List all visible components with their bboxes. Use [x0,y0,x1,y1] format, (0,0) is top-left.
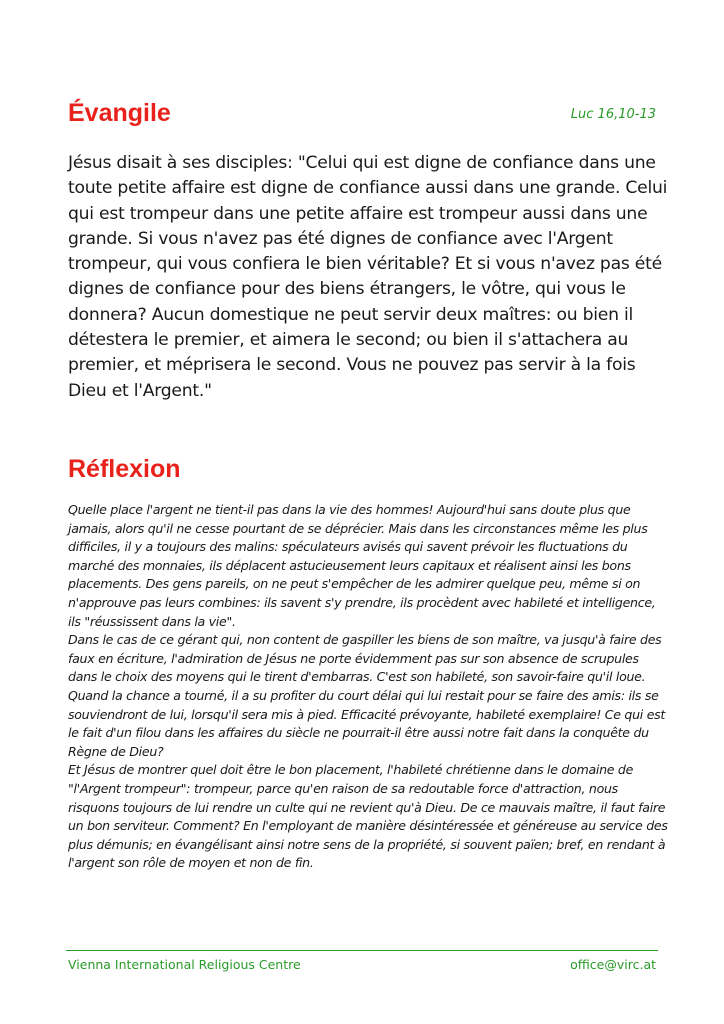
reflexion-paragraph: Quelle place l'argent ne tient-il pas dans la vie des hommes! Aujourd'hui sans doute plus que jamais, alors qu'il ne cesse pourtant de se déprécier. Mais dans les circonstances même les plus difficiles, il y a toujours des malins: spéculateurs avisés qui savent prévoir les fluctuations du marché des monnaies, ils déplacent astucieusement leurs capitaux et réalisent ainsi les bons placements. Des gens pareils, on ne peut s'empêcher de les admirer quelque peu, même si on n'approuve pas leurs combines: ils savent s'y prendre, ils procèdent avec habileté et intelligence, ils "réussissent dans la vie". [68,502,656,629]
footer-email: office@virc.at [570,957,656,972]
reflexion-heading: Réflexion [68,455,181,483]
reflexion-paragraph: Dans le cas de ce gérant qui, non content de gaspiller les biens de son maître, va jusqu'à faire des faux en écriture, l'admiration de Jésus ne porte évidemment pas sur son absence de scrupules dans le choix des moyens qui le tirent d'embarras. C'est son habileté, son savoir-faire qu'il loue. Quand la chance a tourné, il a su profiter du court délai qui lui restait pour se faire des amis: ils se souviendront de lui, lorsqu'il sera mis à pied. Efficacité prévoyante, habileté exemplaire! Ce qui est le fait d'un filou dans les affaires du siècle ne pourrait-il être aussi notre fait dans la conquête du Règne de Dieu? [68,632,666,759]
reflexion-paragraph: Et Jésus de montrer quel doit être le bon placement, l'habileté chrétienne dans le domaine de "l'Argent trompeur": trompeur, parce qu'en raison de sa redoutable force d'attraction, nous risquons toujours de lui rendre un culte qui ne revient qu'à Dieu. De ce mauvais maître, il faut faire un bon serviteur. Comment? En l'employant de manière désintéressée et généreuse au service des plus démunis; en évangélisant ainsi notre sens de la propriété, si souvent païen; bref, en rendant à l'argent son rôle de moyen et non de fin. [68,762,668,871]
footer-divider [66,950,658,951]
footer-organization: Vienna International Religious Centre [68,957,301,972]
gospel-heading: Évangile [68,99,171,127]
gospel-text: Jésus disait à ses disciples: "Celui qui est digne de confiance dans une toute petite affaire est digne de confiance aussi dans une grande. Celui qui est trompeur dans une petite affaire est trompeur aussi dans une grande. Si vous n'avez pas été dignes de confiance avec l'Argent trompeur, qui vous confiera le bien véritable? Et si vous n'avez pas été dignes de confiance pour des biens étrangers, le vôtre, qui vous le donnera? Aucun domestique ne peut servir deux maîtres: ou bien il détestera le premier, et aimera le second; ou bien il s'attachera au premier, et méprisera le second. Vous ne pouvez pas servir à la fois Dieu et l'Argent." [68,153,668,401]
reflexion-body [68,501,668,873]
gospel-reference: Luc 16,10-13 [570,107,656,122]
